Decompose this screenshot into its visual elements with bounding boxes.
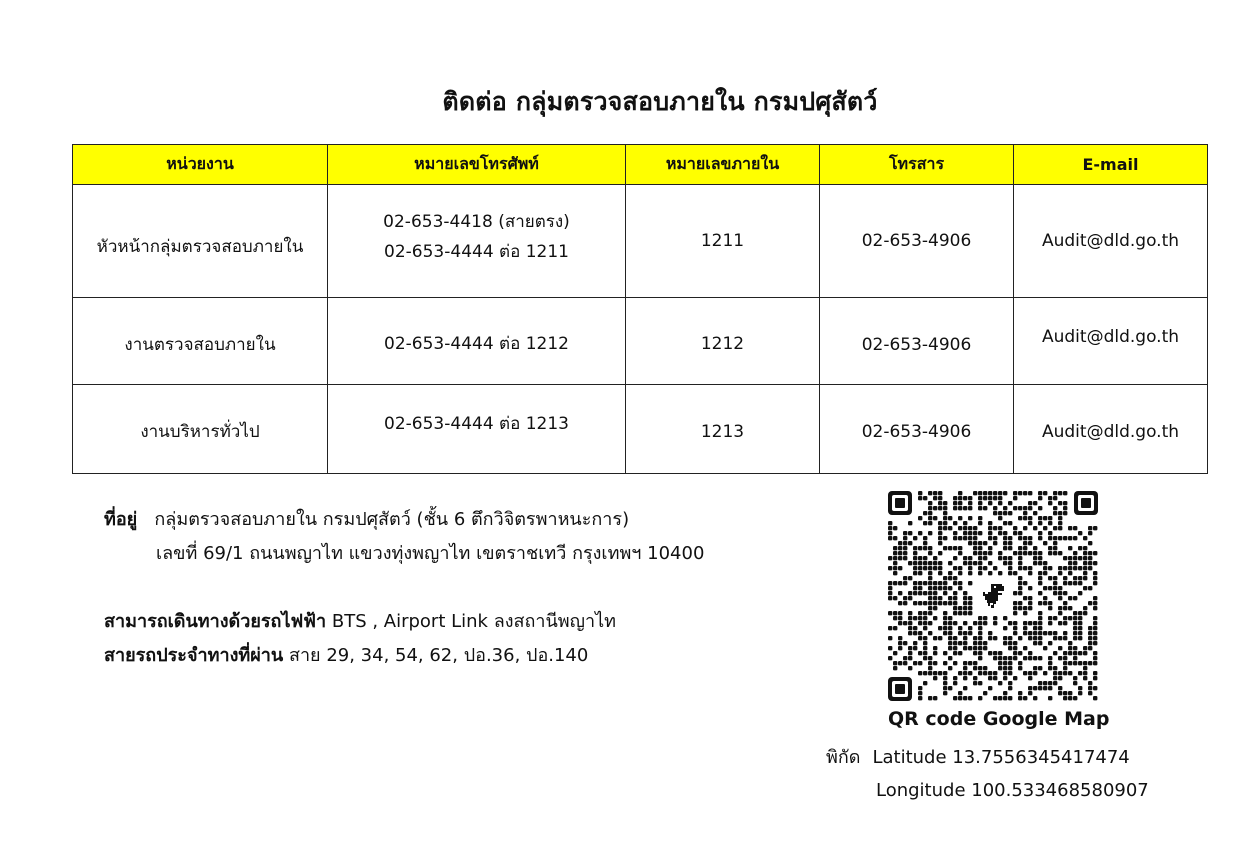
cell-phone [328, 185, 626, 298]
page-title: ติดต่อ กลุ่มตรวจสอบภายใน กรมปศุสัตว์ [442, 87, 878, 116]
header-email: E-mail [1014, 145, 1208, 185]
cell-fax: 02-653-4906 [820, 298, 1014, 385]
cell-email[interactable]: Audit@dld.go.th [1014, 298, 1208, 385]
bus-info [104, 639, 704, 673]
table-row [73, 185, 1208, 298]
cell-extension: 1212 [626, 298, 820, 385]
dino-icon [976, 579, 1010, 613]
cell-phone[interactable]: 02-653-4444 ต่อ 1213 [328, 385, 626, 474]
address-text: กลุ่มตรวจสอบภายใน กรมปศุสัตว์ (ชั้น 6 ตึกวิจิตรพาหนะการ) [154, 509, 630, 530]
train-info [104, 605, 704, 639]
cell-unit: งานตรวจสอบภายใน [73, 298, 328, 385]
header-fax: โทรสาร [820, 145, 1014, 185]
cell-phone[interactable]: 02-653-4444 ต่อ 1212 [328, 298, 626, 385]
bus-text: สาย 29, 34, 54, 62, ปอ.36, ปอ.140 [288, 645, 589, 666]
phone-number[interactable]: 02-653-4418 (สายตรง) [383, 212, 570, 232]
cell-fax: 02-653-4906 [820, 385, 1014, 474]
table-row [73, 385, 1208, 474]
train-text: BTS , Airport Link ลงสถานีพญาไท [331, 611, 617, 632]
contact-info [104, 503, 704, 673]
spacer [104, 571, 704, 605]
contact-table [72, 144, 1208, 474]
phone-number[interactable]: 02-653-4444 ต่อ 1211 [384, 242, 569, 262]
cell-email[interactable]: Audit@dld.go.th [1014, 185, 1208, 298]
address-line-2: เลขที่ 69/1 ถนนพญาไท แขวงทุ่งพญาไท เขตราชเทวี กรุงเทพฯ 10400 [156, 543, 705, 564]
address-line-1 [104, 503, 704, 537]
cell-extension: 1211 [626, 185, 820, 298]
latitude-line [826, 741, 1149, 774]
table-row [73, 298, 1208, 385]
cell-unit: งานบริหารทั่วไป [73, 385, 328, 474]
bus-label: สายรถประจำทางที่ผ่าน [104, 645, 284, 666]
table-header-row [73, 145, 1208, 185]
qr-caption: QR code Google Map [888, 708, 1110, 730]
header-extension: หมายเลขภายใน [626, 145, 820, 185]
cell-unit: หัวหน้ากลุ่มตรวจสอบภายใน [73, 185, 328, 298]
header-unit: หน่วยงาน [73, 145, 328, 185]
cell-email[interactable]: Audit@dld.go.th [1014, 385, 1208, 474]
cell-extension: 1213 [626, 385, 820, 474]
qr-code-icon[interactable] [888, 491, 1098, 701]
coords-label: พิกัด [826, 747, 861, 768]
coordinates [826, 741, 1149, 807]
latitude: Latitude 13.7556345417474 [872, 747, 1130, 768]
train-label: สามารถเดินทางด้วยรถไฟฟ้า [104, 611, 327, 632]
cell-fax: 02-653-4906 [820, 185, 1014, 298]
header-phone: หมายเลขโทรศัพท์ [328, 145, 626, 185]
address-label: ที่อยู่ [104, 509, 138, 530]
longitude: Longitude 100.533468580907 [876, 780, 1149, 801]
